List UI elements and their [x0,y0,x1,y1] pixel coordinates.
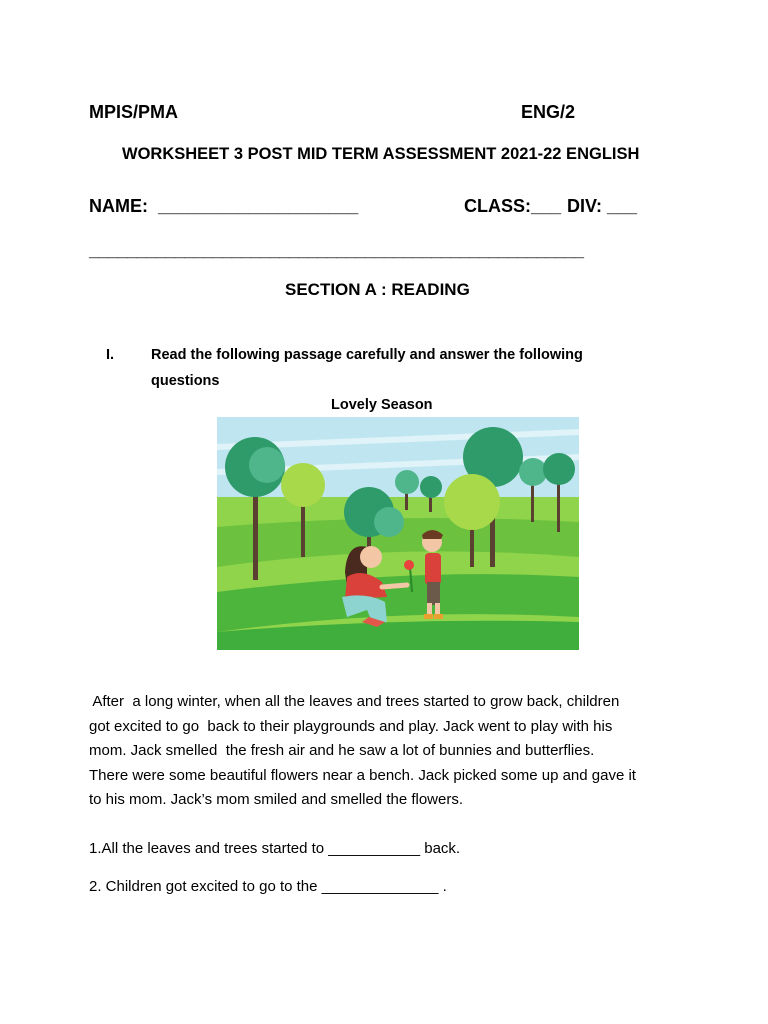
section-title: SECTION A : READING [285,280,470,299]
instruction-line-1: Read the following passage carefully and answer the following [151,347,583,363]
name-field[interactable]: NAME: ____________________ [89,196,359,216]
separator-rule: ____________________________________________________ [89,240,584,260]
passage-line-4: There were some beautiful flowers near a bench. Jack picked some up and gave it [89,766,636,784]
passage-line-1: After a long winter, when all the leaves and trees started to grow back, children [89,693,620,710]
passage-line-3: mom. Jack smelled the fresh air and he saw a lot of bunnies and butterflies. [89,742,595,759]
div-field[interactable]: DIV: ___ [567,196,638,216]
instruction-number: I. [106,347,115,363]
worksheet-title: WORKSHEET 3 POST MID TERM ASSESSMENT 2021-22 ENGLISH [122,145,640,163]
passage-body [89,690,689,813]
passage-title: Lovely Season [331,397,433,413]
subject-code: ENG/2 [521,102,576,122]
question-2[interactable]: 2. Children got excited to go to the ______________ . [89,878,447,895]
question-1[interactable]: 1.All the leaves and trees started to ___________ back. [89,840,461,857]
class-field[interactable]: CLASS:___ [464,196,562,216]
passage-line-2: got excited to go back to their playgrounds and play. Jack went to play with his [89,717,613,735]
spring-park-illustration [217,417,579,650]
instruction-line-2: questions [151,373,220,389]
passage-line-5: to his mom. Jack’s mom smiled and smelled the flowers. [89,791,464,808]
school-code: MPIS/PMA [89,102,179,122]
